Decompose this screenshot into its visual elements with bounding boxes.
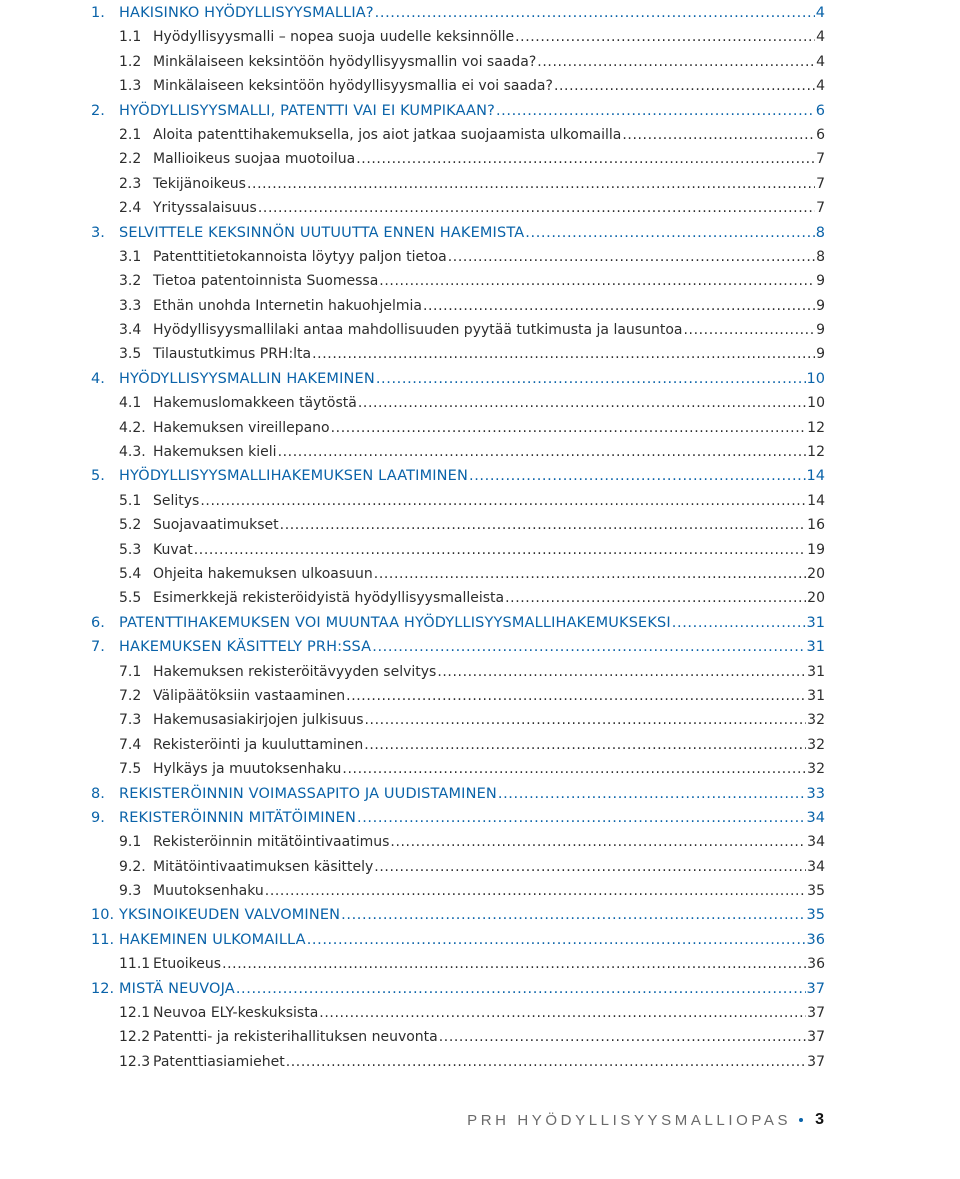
toc-entry-number: 7.3 [119,712,142,729]
dot-leader [319,1001,806,1025]
dot-leader [437,660,806,684]
toc-entry-title: Ethän unohda Internetin hakuohjelmia [153,297,422,314]
toc-entry-line [153,684,825,708]
dot-leader [374,855,806,879]
toc-section-entry[interactable] [0,147,960,171]
dot-leader [312,342,815,366]
toc-entry-page: 31 [807,663,825,680]
toc-chapter-entry[interactable] [0,99,960,123]
toc-entry-page: 12 [807,419,825,436]
toc-entry-line [119,977,825,1001]
toc-entry-page: 9 [816,346,825,363]
toc-entry-page: 6 [816,126,825,143]
toc-entry-page: 37 [807,1005,825,1022]
toc-section-entry[interactable] [0,196,960,220]
toc-entry-line [119,464,825,488]
toc-entry-page: 33 [806,785,825,802]
toc-entry-line [153,147,825,171]
toc-entry-line [153,733,825,757]
toc-entry-line [153,1050,825,1074]
toc-entry-page: 7 [816,200,825,217]
toc-entry-line [153,245,825,269]
toc-entry-title: Hakemuksen kieli [153,444,277,461]
toc-entry-number: 11. [91,931,115,948]
toc-entry-number: 1. [91,5,105,21]
toc-entry-page: 37 [806,980,825,997]
toc-section-entry[interactable] [0,538,960,562]
toc-entry-line [119,903,825,927]
toc-entry-number: 1.2 [119,53,142,70]
dot-leader [423,294,815,318]
toc-entry-page: 34 [807,858,825,875]
dot-leader [194,538,806,562]
toc-entry-title: REKISTERÖINNIN MITÄTÖIMINEN [119,809,356,826]
table-of-contents [0,1,960,1074]
toc-section-entry[interactable] [0,757,960,781]
toc-entry-title: Tekijänoikeus [153,175,246,192]
toc-entry-line [153,294,825,318]
toc-entry-title: Patentti- ja rekisterihallituksen neuvonta [153,1029,438,1046]
toc-entry-title: Hakemuksen vireillepano [153,419,330,436]
toc-section-entry[interactable] [0,50,960,74]
toc-entry-title: HAKEMUKSEN KÄSITTELY PRH:SSA [119,639,372,656]
toc-section-entry[interactable] [0,733,960,757]
toc-section-entry[interactable] [0,440,960,464]
toc-entry-page: 36 [806,931,825,948]
toc-entry-number: 11.1 [119,956,151,973]
toc-entry-page: 10 [807,395,825,412]
dot-leader [357,806,806,830]
toc-section-entry[interactable] [0,855,960,879]
toc-entry-number: 5.1 [119,492,142,509]
toc-entry-title: Hakemusasiakirjojen julkisuus [153,712,364,729]
toc-entry-title: Rekisteröinnin mitätöintivaatimus [153,834,390,851]
toc-entry-page: 37 [807,1029,825,1046]
toc-entry-line [153,123,825,147]
toc-entry-title: Muutoksenhaku [153,883,264,900]
toc-entry-title: MISTÄ NEUVOJA [119,980,235,997]
toc-entry-page: 7 [816,175,825,192]
dot-leader [200,489,806,513]
toc-entry-line [153,879,825,903]
toc-entry-number: 9.1 [119,834,142,851]
toc-entry-number: 3.5 [119,346,142,363]
toc-entry-number: 6. [91,614,105,631]
toc-chapter-entry[interactable] [0,221,960,245]
toc-entry-number: 7.5 [119,761,142,778]
toc-entry-page: 37 [807,1053,825,1070]
toc-section-entry[interactable] [0,830,960,854]
toc-entry-page: 20 [807,590,825,607]
toc-entry-line [153,660,825,684]
toc-entry-title: Ohjeita hakemuksen ulkoasuun [153,565,373,582]
toc-entry-line [153,952,825,976]
toc-entry-number: 2.2 [119,151,142,168]
toc-entry-line [119,928,825,952]
toc-chapter-entry[interactable] [0,611,960,635]
toc-section-entry[interactable] [0,586,960,610]
toc-entry-number: 7.1 [119,663,142,680]
toc-entry-title: Rekisteröinti ja kuuluttaminen [153,736,364,753]
toc-section-entry[interactable] [0,562,960,586]
toc-entry-line [153,586,825,610]
toc-entry-line [153,562,825,586]
toc-entry-line [153,708,825,732]
toc-entry-line [153,830,825,854]
toc-entry-number: 9.2. [119,858,146,875]
toc-entry-number: 5.3 [119,541,142,558]
toc-entry-line [153,1025,825,1049]
toc-entry-line [153,538,825,562]
toc-section-entry[interactable] [0,391,960,415]
toc-entry-line [119,806,825,830]
toc-entry-line [119,99,825,123]
toc-entry-number: 7. [91,639,105,656]
dot-leader [258,196,815,220]
dot-leader [525,221,814,245]
toc-entry-line [153,513,825,537]
toc-entry-number: 4.2. [119,419,146,436]
toc-entry-line [153,25,825,49]
toc-entry-page: 14 [807,492,825,509]
toc-entry-title: Selitys [153,492,200,509]
toc-section-entry[interactable] [0,660,960,684]
toc-entry-title: REKISTERÖINNIN VOIMASSAPITO JA UUDISTAMINEN [119,785,497,802]
toc-entry-page: 34 [807,834,825,851]
toc-chapter-entry[interactable] [0,1,960,25]
toc-entry-page: 9 [816,297,825,314]
toc-section-entry[interactable] [0,318,960,342]
toc-section-entry[interactable] [0,879,960,903]
toc-entry-title: Aloita patenttihakemuksella, jos aiot jatkaa suojaamista ulkomailla [153,126,622,143]
toc-entry-line [153,269,825,293]
toc-section-entry[interactable] [0,172,960,196]
toc-entry-number: 1.3 [119,78,142,95]
toc-entry-line [153,391,825,415]
toc-entry-page: 9 [816,322,825,339]
toc-entry-number: 3.2 [119,273,142,290]
dot-leader [375,1,815,25]
toc-entry-line [153,489,825,513]
toc-entry-number: 4.1 [119,395,142,412]
toc-chapter-entry[interactable] [0,367,960,391]
toc-entry-page: 35 [807,883,825,900]
dot-leader [683,318,815,342]
toc-section-entry[interactable] [0,269,960,293]
toc-entry-page: 4 [816,29,825,46]
toc-entry-title: Hakemuslomakkeen täytöstä [153,395,357,412]
toc-entry-number: 9. [91,809,105,826]
toc-entry-number: 2.4 [119,200,142,217]
toc-entry-title: Patenttitietokannoista löytyy paljon tietoa [153,248,447,265]
toc-entry-title: Hylkäys ja muutoksenhaku [153,761,342,778]
toc-chapter-entry[interactable] [0,782,960,806]
toc-entry-title: SELVITTELE KEKSINNÖN UUTUUTTA ENNEN HAKEMISTA [119,224,525,241]
page-footer [467,1111,824,1129]
dot-leader [372,635,805,659]
dot-leader [622,123,815,147]
toc-entry-page: 8 [816,248,825,265]
toc-chapter-entry[interactable] [0,464,960,488]
dot-leader [307,928,806,952]
toc-entry-title: Mitätöintivaatimuksen käsittely [153,858,374,875]
toc-section-entry[interactable] [0,952,960,976]
toc-chapter-entry[interactable] [0,903,960,927]
toc-entry-title: Patenttiasiamiehet [153,1053,285,1070]
dot-leader [341,903,805,927]
toc-entry-number: 5.2 [119,517,142,534]
toc-section-entry[interactable] [0,123,960,147]
dot-leader [265,879,806,903]
toc-entry-line [153,342,825,366]
toc-entry-number: 10. [91,907,115,924]
page-number: 3 [815,1111,824,1128]
dot-leader [278,440,807,464]
dot-leader [505,586,806,610]
toc-entry-page: 10 [806,370,825,387]
toc-entry-page: 35 [806,907,825,924]
toc-entry-number: 7.2 [119,687,142,704]
dot-leader [236,977,806,1001]
toc-entry-title: YKSINOIKEUDEN VALVOMINEN [119,907,341,924]
toc-section-entry[interactable] [0,342,960,366]
footer-title: PRH HYÖDYLLISYYSMALLIOPAS [467,1111,792,1129]
toc-entry-title: Minkälaiseen keksintöön hyödyllisyysmallia ei voi saada? [153,78,553,95]
dot-leader [342,757,806,781]
toc-entry-page: 31 [806,614,825,631]
toc-section-entry[interactable] [0,25,960,49]
dot-leader [286,1050,806,1074]
toc-entry-page: 4 [816,78,825,95]
toc-entry-title: Esimerkkejä rekisteröidyistä hyödyllisyysmalleista [153,590,505,607]
toc-chapter-entry[interactable] [0,928,960,952]
toc-entry-line [153,440,825,464]
toc-entry-page: 8 [815,224,825,241]
toc-section-entry[interactable] [0,245,960,269]
toc-entry-number: 2. [91,102,105,119]
toc-entry-page: 4 [815,5,825,21]
toc-entry-number: 3.3 [119,297,142,314]
footer-separator-dot [799,1118,803,1122]
toc-entry-title: Yrityssalaisuus [153,200,257,217]
dot-leader [331,416,807,440]
toc-entry-number: 2.3 [119,175,142,192]
toc-entry-title: Mallioikeus suojaa muotoilua [153,151,356,168]
toc-section-entry[interactable] [0,684,960,708]
toc-entry-number: 12.2 [119,1029,151,1046]
toc-section-entry[interactable] [0,708,960,732]
toc-entry-title: Tilaustutkimus PRH:lta [153,346,312,363]
toc-entry-title: Neuvoa ELY-keskuksista [153,1005,319,1022]
toc-entry-title: HYÖDYLLISYYSMALLI, PATENTTI VAI EI KUMPIKAAN? [119,102,495,119]
toc-entry-page: 31 [806,639,825,656]
dot-leader [498,782,806,806]
toc-entry-page: 7 [816,151,825,168]
toc-entry-number: 12.3 [119,1053,151,1070]
dot-leader [374,562,806,586]
dot-leader [515,25,815,49]
toc-section-entry[interactable] [0,513,960,537]
toc-entry-title: Hyödyllisyysmallilaki antaa mahdollisuuden pyytää tutkimusta ja lausuntoa [153,322,683,339]
toc-chapter-entry[interactable] [0,977,960,1001]
toc-chapter-entry[interactable] [0,635,960,659]
dot-leader [390,830,806,854]
toc-entry-number: 8. [91,785,105,802]
toc-entry-line [119,611,825,635]
dot-leader [672,611,806,635]
toc-entry-title: Kuvat [153,541,193,558]
toc-entry-line [153,1001,825,1025]
toc-entry-title: Välipäätöksiin vastaaminen [153,687,346,704]
dot-leader [365,708,807,732]
dot-leader [537,50,815,74]
toc-entry-number: 4. [91,370,105,387]
toc-entry-page: 32 [807,736,825,753]
toc-section-entry[interactable] [0,1001,960,1025]
toc-entry-number: 9.3 [119,883,142,900]
toc-entry-line [119,367,825,391]
toc-entry-title: Suojavaatimukset [153,517,279,534]
dot-leader [554,74,815,98]
toc-entry-page: 12 [807,444,825,461]
toc-entry-number: 3. [91,224,105,241]
toc-entry-page: 6 [815,102,825,119]
toc-entry-line [119,1,825,25]
toc-entry-number: 4.3. [119,444,146,461]
toc-entry-title: Tietoa patentoinnista Suomessa [153,273,379,290]
dot-leader [448,245,815,269]
toc-entry-title: HAKISINKO HYÖDYLLISYYSMALLIA? [119,5,374,21]
toc-entry-number: 1.1 [119,29,142,46]
toc-entry-page: 32 [807,712,825,729]
toc-entry-line [119,221,825,245]
dot-leader [364,733,806,757]
toc-entry-line [153,855,825,879]
toc-entry-line [153,74,825,98]
dot-leader [222,952,806,976]
toc-section-entry[interactable] [0,294,960,318]
toc-section-entry[interactable] [0,1025,960,1049]
toc-entry-title: Etuoikeus [153,956,222,973]
toc-entry-page: 20 [807,565,825,582]
toc-entry-page: 14 [806,468,825,485]
toc-entry-number: 3.1 [119,248,142,265]
toc-entry-line [119,635,825,659]
dot-leader [439,1025,806,1049]
dot-leader [379,269,815,293]
toc-entry-title: Minkälaiseen keksintöön hyödyllisyysmallin voi saada? [153,53,537,70]
toc-entry-page: 36 [807,956,825,973]
toc-section-entry[interactable] [0,416,960,440]
toc-entry-number: 5.5 [119,590,142,607]
toc-section-entry[interactable] [0,489,960,513]
toc-entry-line [153,172,825,196]
toc-entry-title: Hyödyllisyysmalli – nopea suoja uudelle keksinnölle [153,29,515,46]
toc-entry-page: 32 [807,761,825,778]
toc-entry-line [119,782,825,806]
toc-entry-title: HAKEMINEN ULKOMAILLA [119,931,306,948]
dot-leader [358,391,806,415]
toc-chapter-entry[interactable] [0,806,960,830]
toc-entry-page: 16 [807,517,825,534]
toc-entry-title: HYÖDYLLISYYSMALLIN HAKEMINEN [119,370,375,387]
toc-entry-line [153,50,825,74]
toc-entry-line [153,318,825,342]
dot-leader [376,367,806,391]
toc-entry-number: 3.4 [119,322,142,339]
toc-entry-line [153,757,825,781]
toc-entry-title: PATENTTIHAKEMUKSEN VOI MUUNTAA HYÖDYLLISYYSMALLIHAKEMUKSEKSI [119,614,671,631]
toc-entry-number: 5.4 [119,565,142,582]
toc-entry-page: 9 [816,273,825,290]
toc-entry-number: 12. [91,980,115,997]
toc-entry-page: 19 [807,541,825,558]
toc-entry-line [153,416,825,440]
toc-entry-title: HYÖDYLLISYYSMALLIHAKEMUKSEN LAATIMINEN [119,468,468,485]
toc-entry-page: 34 [806,809,825,826]
toc-entry-number: 5. [91,468,105,485]
toc-entry-title: Hakemuksen rekisteröitävyyden selvitys [153,663,437,680]
toc-section-entry[interactable] [0,74,960,98]
toc-entry-page: 31 [807,687,825,704]
dot-leader [356,147,815,171]
toc-entry-number: 7.4 [119,736,142,753]
dot-leader [247,172,815,196]
dot-leader [469,464,806,488]
toc-entry-page: 4 [816,53,825,70]
dot-leader [346,684,806,708]
toc-entry-number: 2.1 [119,126,142,143]
toc-entry-number: 12.1 [119,1005,151,1022]
toc-section-entry[interactable] [0,1050,960,1074]
dot-leader [496,99,815,123]
toc-entry-line [153,196,825,220]
dot-leader [280,513,807,537]
